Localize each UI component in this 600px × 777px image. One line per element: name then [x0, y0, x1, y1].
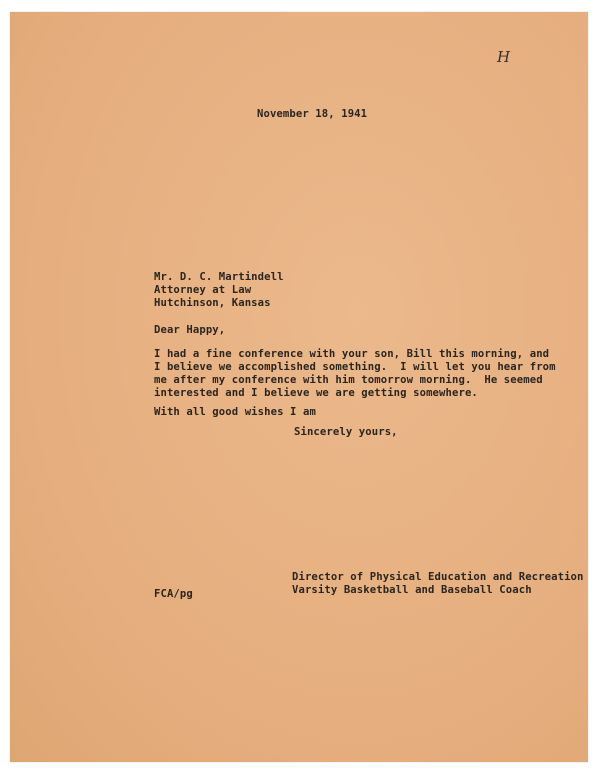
salutation: Dear Happy,	[154, 324, 226, 336]
body-line: me after my conference with him tomorrow morning. He seemed	[154, 374, 543, 386]
signature-title-line: Varsity Basketball and Baseball Coach	[292, 584, 532, 596]
recipient-title: Attorney at Law	[154, 284, 252, 296]
body-line: interested and I believe we are getting somewhere.	[154, 387, 478, 399]
body-line: I believe we accomplished something. I will let you hear from	[154, 361, 556, 373]
closing-line: With all good wishes I am	[154, 406, 316, 418]
sign-off: Sincerely yours,	[294, 426, 398, 438]
recipient-location: Hutchinson, Kansas	[154, 297, 271, 309]
body-line: I had a fine conference with your son, Bill this morning, and	[154, 348, 550, 360]
handwritten-corner-mark: H	[497, 48, 511, 66]
typist-initials: FCA/pg	[154, 588, 193, 600]
letter-date: November 18, 1941	[257, 108, 368, 120]
signature-title-line: Director of Physical Education and Recreation	[292, 571, 584, 583]
recipient-name: Mr. D. C. Martindell	[154, 271, 284, 283]
